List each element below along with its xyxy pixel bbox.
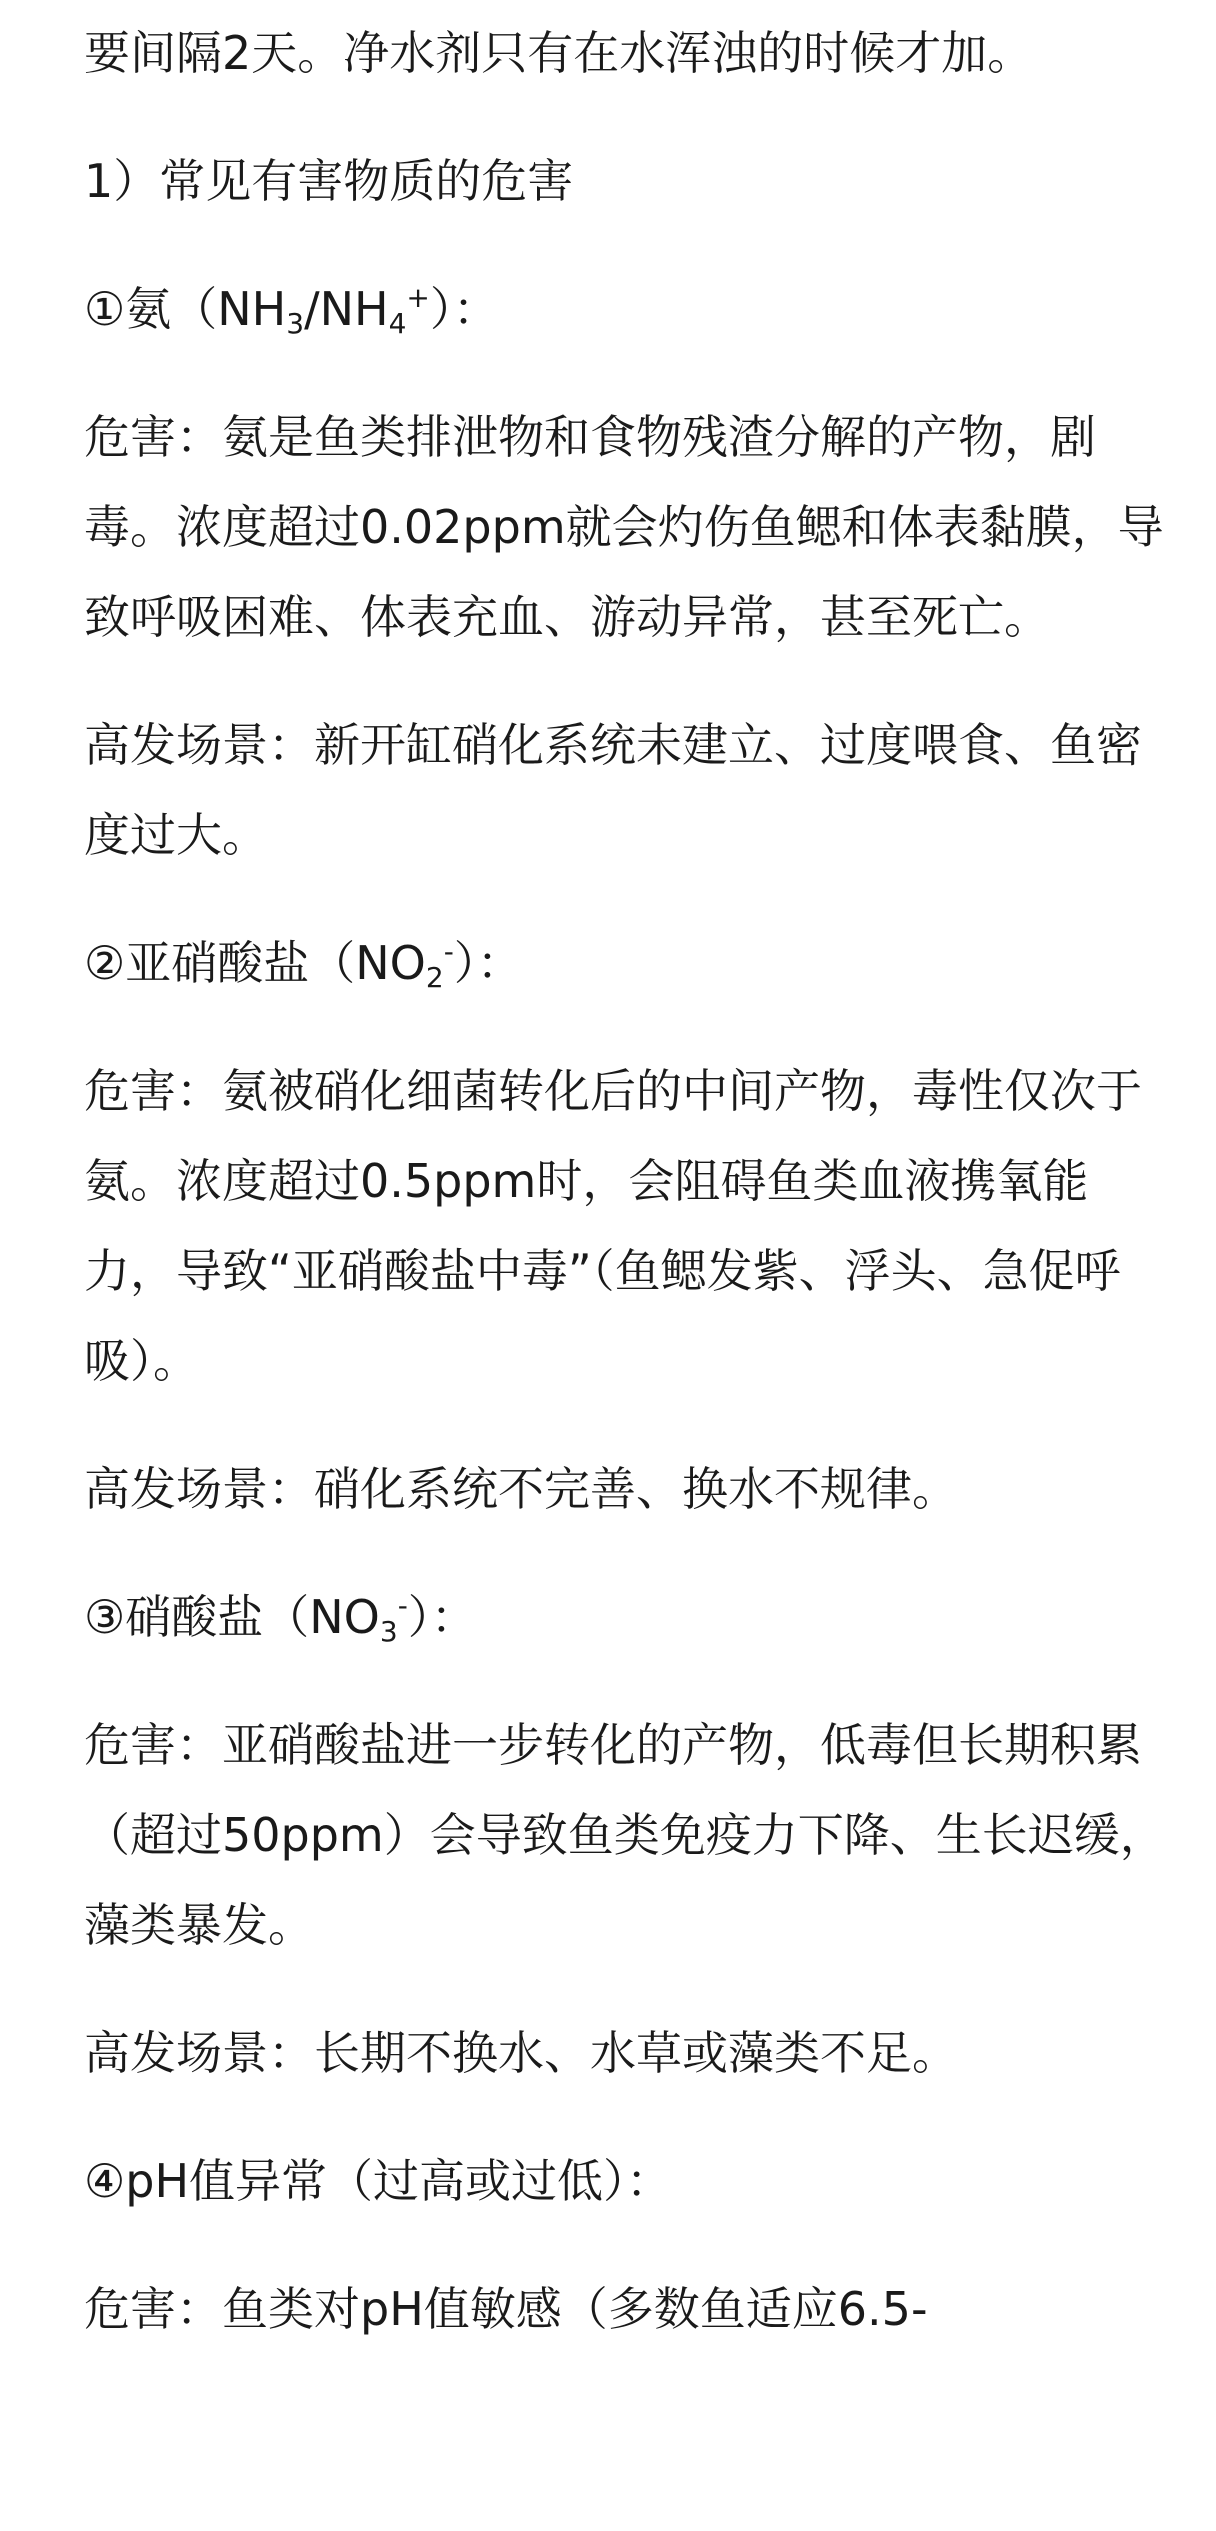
nitrate-heading-suffix: ）：	[407, 1590, 477, 1644]
nitrate-scene-paragraph: 高发场景：长期不换水、水草或藻类不足。	[84, 2026, 958, 2080]
ammonium-subscript-4: 4	[388, 307, 407, 340]
paragraph-intro-tail: 要间隔2天。净水剂只有在水浑浊的时候才加。	[84, 26, 1034, 80]
nitrate-superscript: -	[397, 1589, 408, 1622]
ph-heading: ④pH值异常（过高或过低）：	[84, 2154, 673, 2208]
nitrite-heading-suffix: ）：	[453, 936, 523, 990]
nitrate-heading-prefix: ③硝酸盐（NO	[84, 1590, 380, 1644]
nitrite-scene-paragraph: 高发场景：硝化系统不完善、换水不规律。	[84, 1462, 958, 1516]
nitrite-superscript: -	[443, 935, 454, 968]
article-body	[84, 8, 1174, 2354]
ammonia-heading-mid: /NH	[304, 282, 389, 336]
ammonia-subscript-3: 3	[286, 307, 305, 340]
nitrite-heading-prefix: ②亚硝酸盐（NO	[84, 936, 426, 990]
nitrite-harm-paragraph: 危害：氨被硝化细菌转化后的中间产物，毒性仅次于氨。浓度超过0.5ppm时，会阻碍鱼类血液携氧能力，导致“亚硝酸盐中毒”（鱼鳃发紫、浮头、急促呼吸）。	[84, 1064, 1142, 1388]
section-heading: 1）常见有害物质的危害	[84, 154, 574, 208]
nitrite-subscript: 2	[425, 961, 444, 994]
nitrate-heading	[84, 1572, 1174, 1662]
ammonia-scene-paragraph: 高发场景：新开缸硝化系统未建立、过度喂食、鱼密度过大。	[84, 718, 1142, 862]
ammonium-superscript: +	[406, 281, 430, 314]
nitrate-harm-paragraph: 危害：亚硝酸盐进一步转化的产物，低毒但长期积累（超过50ppm）会导致鱼类免疫力下降、生长迟缓，藻类暴发。	[84, 1718, 1166, 1952]
nitrite-heading	[84, 918, 1174, 1008]
ammonia-heading-prefix: ①氨（NH	[84, 282, 287, 336]
nitrate-subscript: 3	[379, 1615, 398, 1648]
ammonia-heading-suffix: ）：	[429, 282, 499, 336]
ph-harm-paragraph: 危害：鱼类对pH值敏感（多数鱼适应6.5-	[84, 2282, 928, 2336]
ammonia-heading	[84, 264, 1174, 354]
ammonia-harm-paragraph: 危害：氨是鱼类排泄物和食物残渣分解的产物，剧毒。浓度超过0.02ppm就会灼伤鱼鳃和体表黏膜，导致呼吸困难、体表充血、游动异常，甚至死亡。	[84, 410, 1164, 644]
